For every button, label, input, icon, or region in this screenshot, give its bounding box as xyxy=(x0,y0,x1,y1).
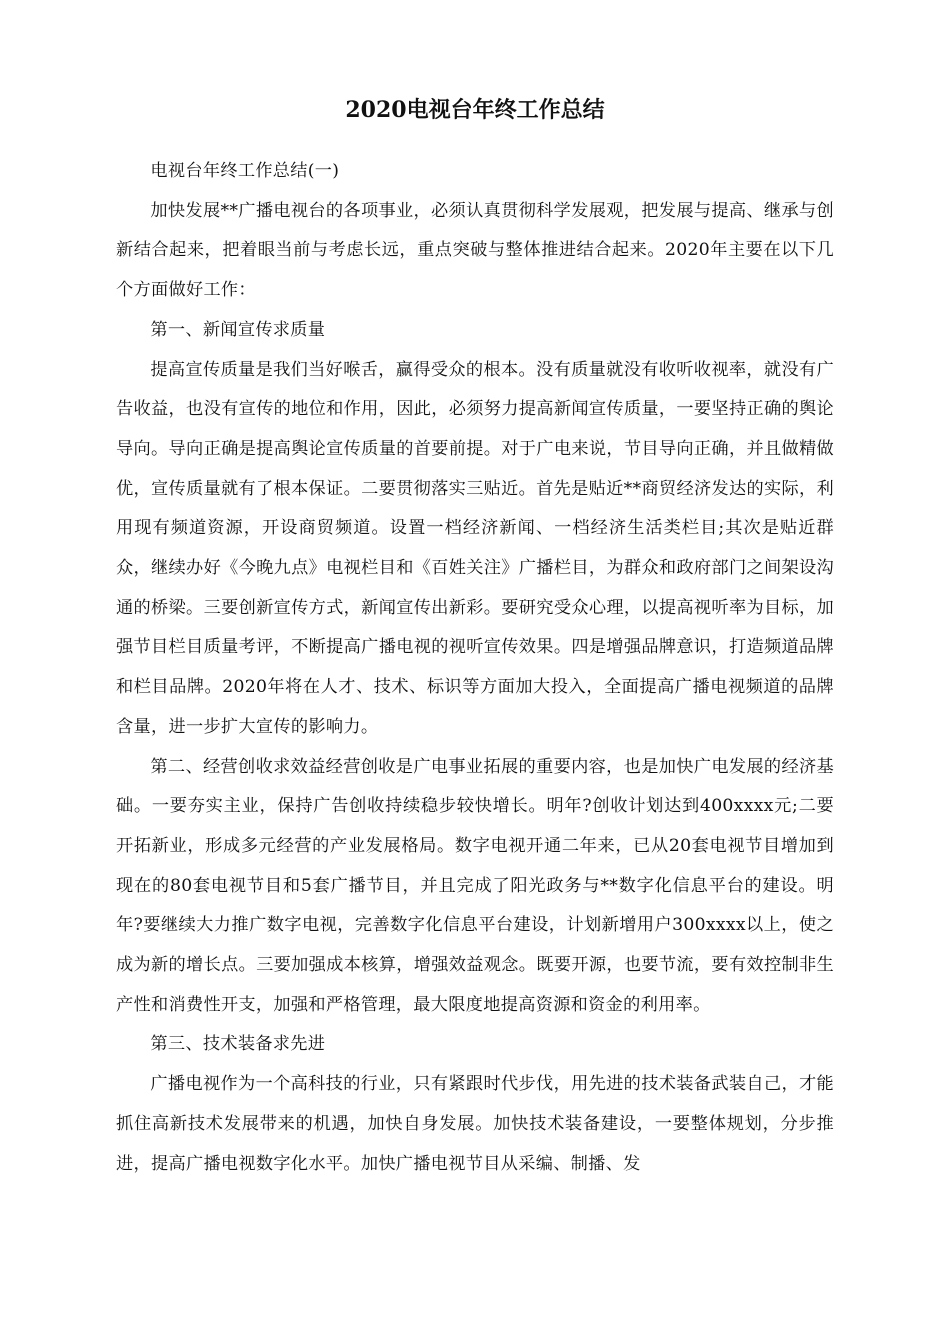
news-paragraph: 提高宣传质量是我们当好喉舌，赢得受众的根本。没有质量就没有收听收视率，就没有广告收益，也没有宣传的地位和作用，因此，必须努力提高新闻宣传质量，一要坚持正确的舆论导向。导向正确是提高舆论宣传质量的首要前提。对于广电来说，节目导向正确，并且做精做优，宣传质量就有了根本保证。二要贯彻落实三贴近。首先是贴近**商贸经济发达的实际，利用现有频道资源，开设商贸频道。设置一档经济新闻、一档经济生活类栏目;其次是贴近群众，继续办好《今晚九点》电视栏目和《百姓关注》广播栏目，为群众和政府部门之间架设沟通的桥梁。三要创新宣传方式，新闻宣传出新彩。要研究受众心理，以提高视听率为目标，加强节目栏目质量考评，不断提高广播电视的视听宣传效果。四是增强品牌意识，打造频道品牌和栏目品牌。2020年将在人才、技术、标识等方面加大投入，全面提高广播电视频道的品牌含量，进一步扩大宣传的影响力。 xyxy=(116,359,834,737)
intro-paragraph: 加快发展**广播电视台的各项事业，必须认真贯彻科学发展观，把发展与提高、继承与创新结合起来，把着眼当前与考虑长远，重点突破与整体推进结合起来。2020年主要在以下几个方面做好工作： xyxy=(116,200,834,301)
business-paragraph: 第二、经营创收求效益经营创收是广电事业拓展的重要内容，也是加快广电发展的经济基础。一要夯实主业，保持广告创收持续稳步较快增长。明年?创收计划达到400xxxx元;二要开拓新业，形成多元经营的产业发展格局。数字电视开通二年来，已从20套电视节目增加到现在的80套电视节目和5套广播节目，并且完成了阳光政务与**数字化信息平台的建设。明年?要继续大力推广数字电视，完善数字化信息平台建设，计划新增用户300xxxx以上，使之成为新的增长点。三要加强成本核算，增强效益观念。既要开源，也要节流，要有效控制非生产性和消费性开支，加强和严格管理，最大限度地提高资源和资金的利用率。 xyxy=(116,756,834,1015)
document-body xyxy=(116,152,834,1184)
subtitle-paragraph: 电视台年终工作总结(一) xyxy=(150,161,340,181)
section-heading-news: 第一、新闻宣传求质量 xyxy=(150,319,326,340)
document-title: 2020电视台年终工作总结 xyxy=(345,97,605,123)
section-heading-tech: 第三、技术装备求先进 xyxy=(150,1034,326,1055)
tech-paragraph: 广播电视作为一个高科技的行业，只有紧跟时代步伐，用先进的技术装备武装自己，才能抓住高新技术发展带来的机遇，加快自身发展。加快技术装备建设，一要整体规划，分步推进，提高广播电视数字化水平。加快广播电视节目从采编、制播、发 xyxy=(116,1074,834,1174)
